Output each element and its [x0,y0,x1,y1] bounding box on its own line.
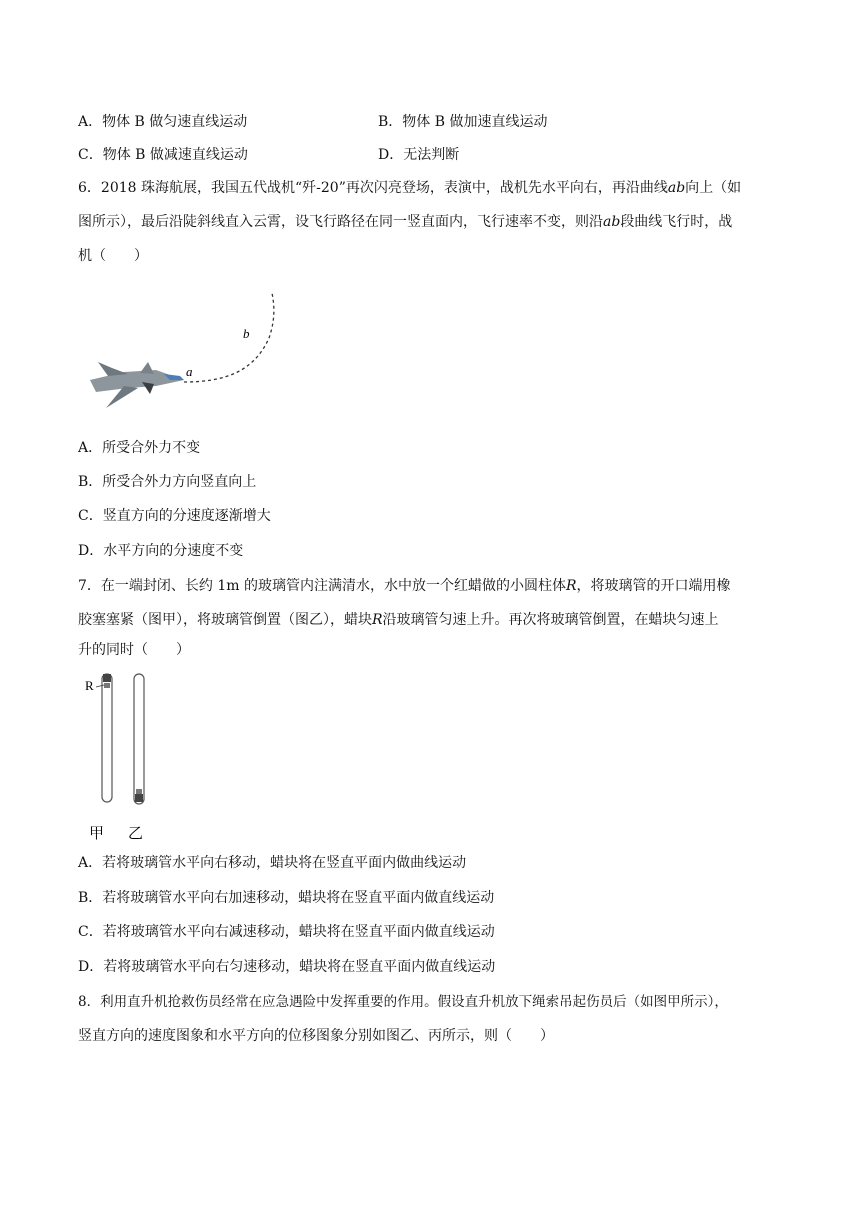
q6-option-a: A．所受合外力不变 [78,440,201,456]
q7-stem-line3: 升的同时（ ） [78,642,190,658]
wax-block-yi [136,789,142,794]
wax-block-jia [104,683,110,688]
q7-stem-line2: 胶塞塞紧（图甲），将玻璃管倒置（图乙），蜡块R沿玻璃管匀速上升。再次将玻璃管倒置，在蜡块匀速上 [78,612,719,628]
q5-option-c: C．物体 B 做减速直线运动 [78,147,248,163]
q5-option-b: B．物体 B 做加速直线运动 [378,114,548,130]
q5-option-d: D．无法判断 [378,147,460,163]
label-R: R [85,678,94,693]
q7-option-d: D．若将玻璃管水平向右匀速移动，蜡块将在竖直平面内做直线运动 [78,959,496,975]
rubber-stopper-jia [103,674,111,682]
q6-option-c: C．竖直方向的分速度逐渐增大 [78,508,271,524]
q7-option-a: A．若将玻璃管水平向右移动，蜡块将在竖直平面内做曲线运动 [78,855,467,871]
q8-stem-line2: 竖直方向的速度图象和水平方向的位移图象分别如图乙、丙所示，则（ ） [78,1028,554,1044]
rubber-stopper-yi [135,794,143,802]
label-jia: 甲 [89,824,105,842]
q7-stem-line1: 7．在一端封闭、长约 1m 的玻璃管内注满清水，水中放一个红蜡做的小圆柱体R，将玻璃管的开口端用橡 [78,578,731,594]
q5-option-a: A．物体 B 做匀速直线运动 [78,114,248,130]
q7-option-c: C．若将玻璃管水平向右减速移动，蜡块将在竖直平面内做直线运动 [78,924,495,940]
q6-stem-line1: 6．2018 珠海航展，我国五代战机“歼-20”再次闪亮登场，表演中，战机先水平向右，再沿曲线ab向上（如 [78,180,742,196]
trajectory-curve [184,293,274,382]
tube-jia [102,674,112,802]
q6-stem-line2: 图所示），最后沿陡斜线直入云霄，设飞行路径在同一竖直面内，飞行速率不变，则沿ab段曲线飞行时，战 [78,214,733,230]
q6-jet-trajectory-figure [84,288,284,418]
q8-stem-line1: 8．利用直升机抢救伤员经常在应急遇险中发挥重要的作用。假设直升机放下绳索吊起伤员后（如图甲所示）， [78,994,728,1010]
q7-glass-tube-figure [84,670,164,845]
tube-yi [134,674,144,804]
label-b: b [243,326,250,341]
q6-option-d: D．水平方向的分速度不变 [78,543,244,559]
jet-icon [90,362,184,408]
label-a: a [186,364,193,379]
q6-option-b: B．所受合外力方向竖直向上 [78,474,257,490]
label-yi: 乙 [128,824,144,842]
q7-option-b: B．若将玻璃管水平向右加速移动，蜡块将在竖直平面内做直线运动 [78,890,495,906]
q6-stem-line3: 机（ ） [78,248,148,264]
